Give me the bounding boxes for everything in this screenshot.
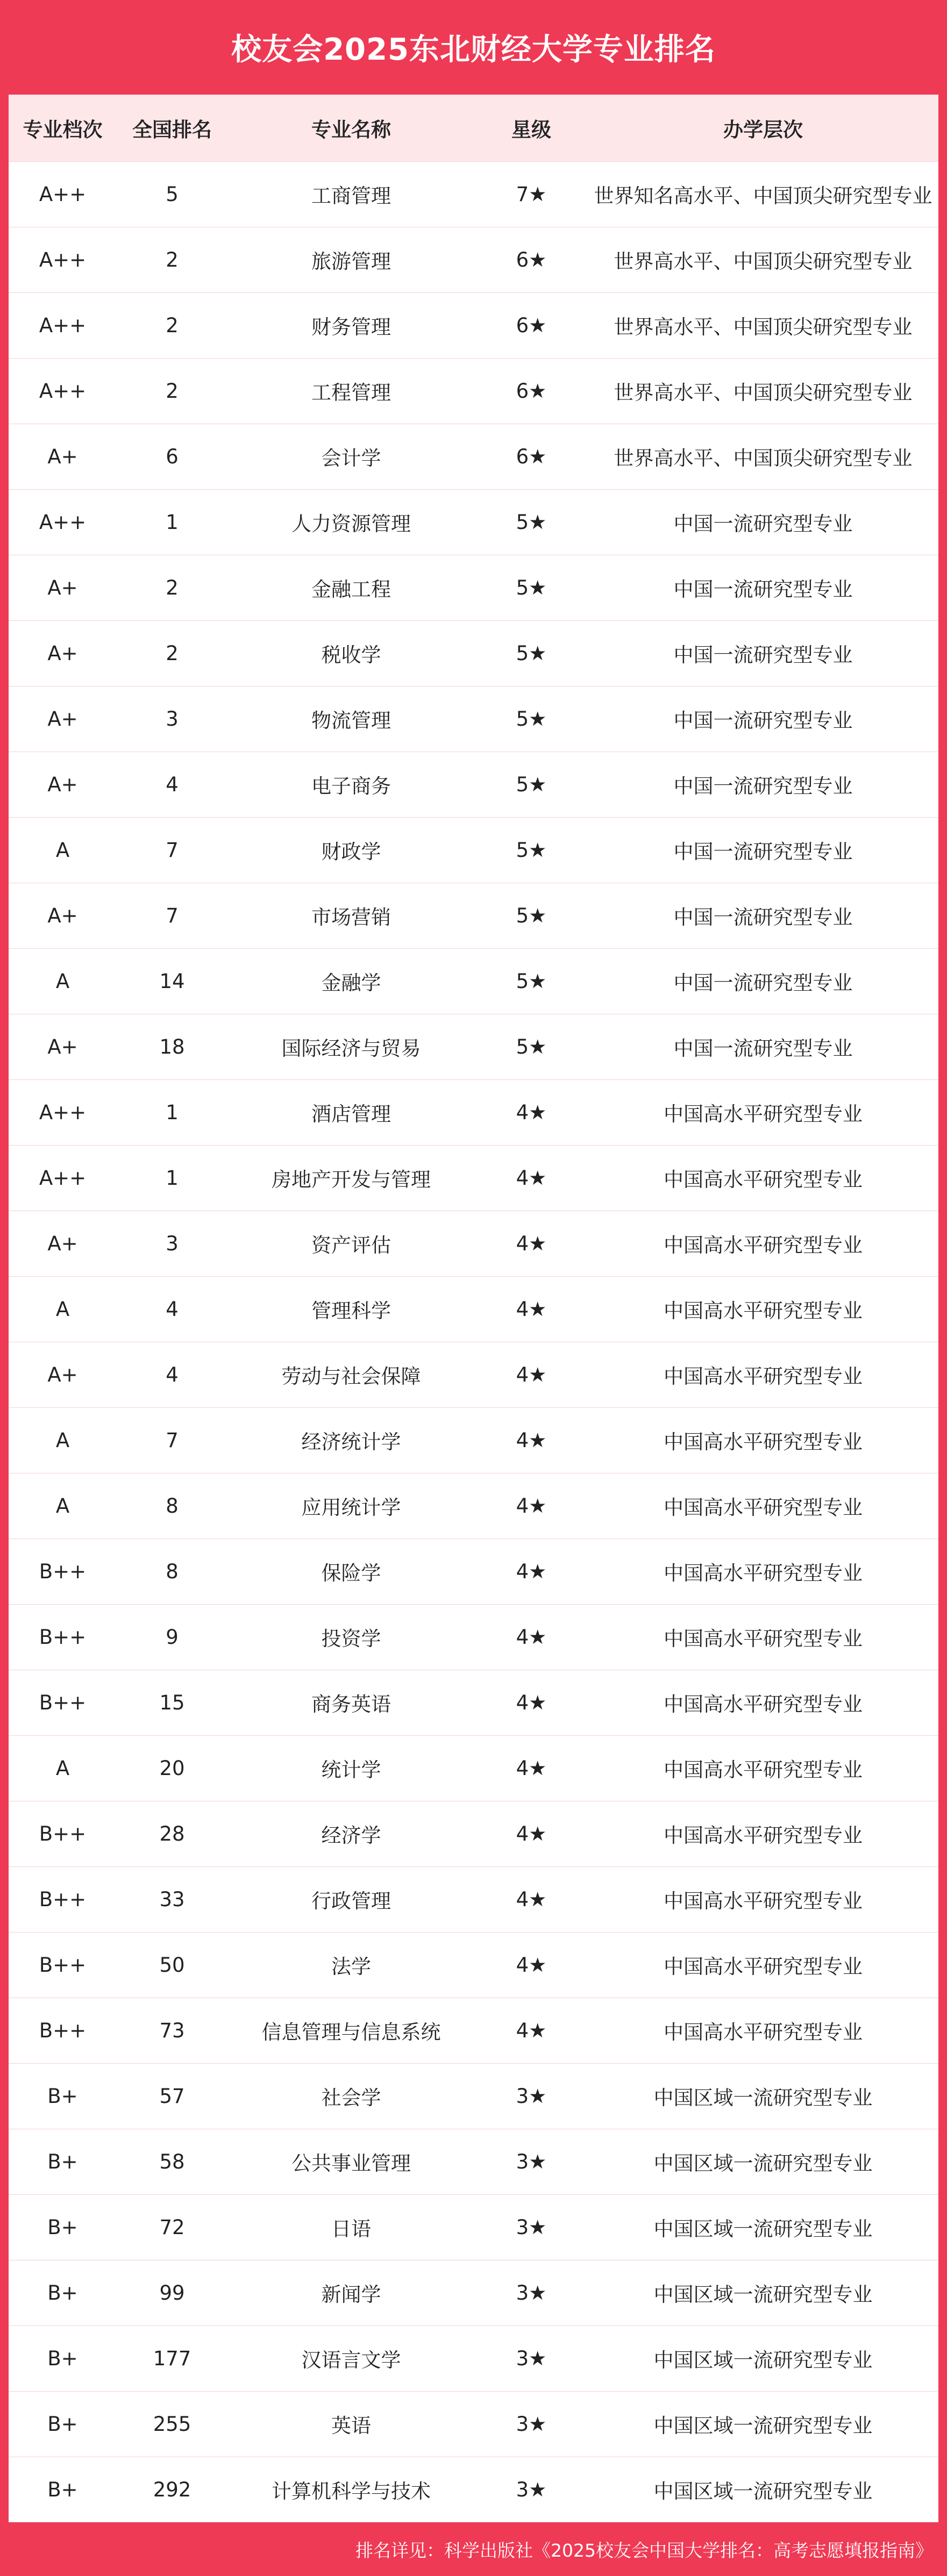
cell-tier: 世界高水平、中国顶尖研究型专业 bbox=[588, 227, 938, 292]
table-row bbox=[9, 1079, 938, 1145]
cell-tier: 中国一流研究型专业 bbox=[588, 489, 938, 555]
table-row bbox=[9, 358, 938, 424]
cell-tier: 世界知名高水平、中国顶尖研究型专业 bbox=[588, 161, 938, 227]
cell-national-rank: 4 bbox=[117, 1276, 227, 1342]
cell-grade: A++ bbox=[9, 1079, 117, 1145]
cell-star-level: 4★ bbox=[475, 1998, 588, 2063]
cell-grade: A+ bbox=[9, 555, 117, 620]
cell-grade: A+ bbox=[9, 424, 117, 489]
cell-national-rank: 8 bbox=[117, 1473, 227, 1539]
table-header-row bbox=[9, 95, 938, 161]
cell-tier: 中国高水平研究型专业 bbox=[588, 1801, 938, 1866]
cell-national-rank: 1 bbox=[117, 1145, 227, 1211]
cell-national-rank: 5 bbox=[117, 161, 227, 227]
cell-star-level: 4★ bbox=[475, 1801, 588, 1866]
cell-major-name: 酒店管理 bbox=[227, 1079, 475, 1145]
cell-grade: B+ bbox=[9, 2325, 117, 2391]
cell-tier: 中国高水平研究型专业 bbox=[588, 1866, 938, 1932]
cell-grade: B++ bbox=[9, 1670, 117, 1735]
cell-grade: B+ bbox=[9, 2194, 117, 2260]
cell-national-rank: 292 bbox=[117, 2457, 227, 2522]
cell-national-rank: 57 bbox=[117, 2063, 227, 2129]
cell-national-rank: 18 bbox=[117, 1014, 227, 1079]
header-grade: 专业档次 bbox=[23, 118, 103, 141]
cell-tier: 中国高水平研究型专业 bbox=[588, 1604, 938, 1670]
cell-star-level: 4★ bbox=[475, 1342, 588, 1407]
cell-grade: A bbox=[9, 1735, 117, 1801]
table-row bbox=[9, 1276, 938, 1342]
cell-tier: 中国高水平研究型专业 bbox=[588, 1998, 938, 2063]
cell-tier: 中国高水平研究型专业 bbox=[588, 1539, 938, 1604]
cell-grade: B++ bbox=[9, 1801, 117, 1866]
table-row bbox=[9, 752, 938, 817]
table-row bbox=[9, 883, 938, 948]
cell-major-name: 统计学 bbox=[227, 1735, 475, 1801]
cell-major-name: 人力资源管理 bbox=[227, 489, 475, 555]
cell-national-rank: 28 bbox=[117, 1801, 227, 1866]
cell-tier: 世界高水平、中国顶尖研究型专业 bbox=[588, 424, 938, 489]
cell-national-rank: 2 bbox=[117, 358, 227, 424]
cell-star-level: 6★ bbox=[475, 292, 588, 358]
table-row bbox=[9, 1735, 938, 1801]
cell-national-rank: 20 bbox=[117, 1735, 227, 1801]
cell-grade: A+ bbox=[9, 686, 117, 752]
cell-tier: 中国区域一流研究型专业 bbox=[588, 2063, 938, 2129]
cell-major-name: 保险学 bbox=[227, 1539, 475, 1604]
cell-national-rank: 9 bbox=[117, 1604, 227, 1670]
cell-star-level: 4★ bbox=[475, 1866, 588, 1932]
header-star-level: 星级 bbox=[511, 118, 551, 141]
cell-tier: 中国区域一流研究型专业 bbox=[588, 2457, 938, 2522]
cell-national-rank: 50 bbox=[117, 1932, 227, 1998]
cell-grade: B+ bbox=[9, 2063, 117, 2129]
cell-tier: 中国高水平研究型专业 bbox=[588, 1211, 938, 1276]
table-row bbox=[9, 227, 938, 292]
cell-national-rank: 1 bbox=[117, 489, 227, 555]
cell-grade: A+ bbox=[9, 883, 117, 948]
cell-major-name: 计算机科学与技术 bbox=[227, 2457, 475, 2522]
cell-national-rank: 58 bbox=[117, 2129, 227, 2194]
cell-major-name: 经济统计学 bbox=[227, 1407, 475, 1473]
cell-major-name: 市场营销 bbox=[227, 883, 475, 948]
cell-major-name: 商务英语 bbox=[227, 1670, 475, 1735]
cell-tier: 中国一流研究型专业 bbox=[588, 555, 938, 620]
cell-national-rank: 7 bbox=[117, 1407, 227, 1473]
cell-star-level: 5★ bbox=[475, 883, 588, 948]
cell-tier: 中国高水平研究型专业 bbox=[588, 1407, 938, 1473]
table-row bbox=[9, 1866, 938, 1932]
cell-grade: A bbox=[9, 1407, 117, 1473]
table-row bbox=[9, 686, 938, 752]
cell-grade: A++ bbox=[9, 227, 117, 292]
table-row bbox=[9, 2194, 938, 2260]
table-row bbox=[9, 2260, 938, 2325]
cell-star-level: 3★ bbox=[475, 2129, 588, 2194]
table-row bbox=[9, 1604, 938, 1670]
table-row bbox=[9, 620, 938, 686]
cell-tier: 中国区域一流研究型专业 bbox=[588, 2260, 938, 2325]
cell-grade: A+ bbox=[9, 1211, 117, 1276]
cell-tier: 中国一流研究型专业 bbox=[588, 620, 938, 686]
cell-star-level: 5★ bbox=[475, 686, 588, 752]
cell-grade: B+ bbox=[9, 2129, 117, 2194]
cell-tier: 中国一流研究型专业 bbox=[588, 883, 938, 948]
cell-national-rank: 1 bbox=[117, 1079, 227, 1145]
cell-major-name: 经济学 bbox=[227, 1801, 475, 1866]
table-row bbox=[9, 1407, 938, 1473]
cell-grade: A bbox=[9, 1276, 117, 1342]
table-row bbox=[9, 1539, 938, 1604]
cell-grade: B+ bbox=[9, 2457, 117, 2522]
cell-tier: 中国高水平研究型专业 bbox=[588, 1342, 938, 1407]
cell-star-level: 7★ bbox=[475, 161, 588, 227]
cell-major-name: 应用统计学 bbox=[227, 1473, 475, 1539]
header-tier: 办学层次 bbox=[723, 118, 803, 141]
table-row bbox=[9, 1342, 938, 1407]
cell-star-level: 4★ bbox=[475, 1604, 588, 1670]
cell-national-rank: 2 bbox=[117, 227, 227, 292]
cell-star-level: 3★ bbox=[475, 2325, 588, 2391]
cell-grade: A++ bbox=[9, 292, 117, 358]
cell-national-rank: 33 bbox=[117, 1866, 227, 1932]
cell-grade: A++ bbox=[9, 489, 117, 555]
cell-star-level: 3★ bbox=[475, 2194, 588, 2260]
cell-tier: 中国高水平研究型专业 bbox=[588, 1735, 938, 1801]
cell-tier: 中国高水平研究型专业 bbox=[588, 1276, 938, 1342]
cell-star-level: 3★ bbox=[475, 2457, 588, 2522]
cell-tier: 中国高水平研究型专业 bbox=[588, 1145, 938, 1211]
table-row bbox=[9, 1998, 938, 2063]
cell-tier: 世界高水平、中国顶尖研究型专业 bbox=[588, 292, 938, 358]
cell-tier: 中国高水平研究型专业 bbox=[588, 1473, 938, 1539]
cell-grade: A+ bbox=[9, 620, 117, 686]
cell-star-level: 4★ bbox=[475, 1473, 588, 1539]
table-row bbox=[9, 555, 938, 620]
cell-grade: A++ bbox=[9, 161, 117, 227]
cell-star-level: 5★ bbox=[475, 555, 588, 620]
table-row bbox=[9, 1932, 938, 1998]
cell-national-rank: 99 bbox=[117, 2260, 227, 2325]
cell-star-level: 4★ bbox=[475, 1276, 588, 1342]
cell-star-level: 4★ bbox=[475, 1735, 588, 1801]
cell-star-level: 4★ bbox=[475, 1539, 588, 1604]
table-row bbox=[9, 1145, 938, 1211]
cell-national-rank: 2 bbox=[117, 292, 227, 358]
table-row bbox=[9, 2457, 938, 2522]
cell-major-name: 国际经济与贸易 bbox=[227, 1014, 475, 1079]
cell-major-name: 房地产开发与管理 bbox=[227, 1145, 475, 1211]
cell-national-rank: 6 bbox=[117, 424, 227, 489]
table-row bbox=[9, 1801, 938, 1866]
table-row bbox=[9, 1473, 938, 1539]
cell-tier: 中国一流研究型专业 bbox=[588, 686, 938, 752]
cell-major-name: 财务管理 bbox=[227, 292, 475, 358]
table-row bbox=[9, 948, 938, 1014]
cell-tier: 中国高水平研究型专业 bbox=[588, 1670, 938, 1735]
ranking-table bbox=[9, 95, 938, 2522]
cell-grade: A bbox=[9, 1473, 117, 1539]
cell-major-name: 会计学 bbox=[227, 424, 475, 489]
cell-major-name: 信息管理与信息系统 bbox=[227, 1998, 475, 2063]
ranking-table-panel bbox=[9, 95, 938, 2522]
cell-star-level: 4★ bbox=[475, 1211, 588, 1276]
cell-tier: 世界高水平、中国顶尖研究型专业 bbox=[588, 358, 938, 424]
cell-grade: B++ bbox=[9, 1998, 117, 2063]
cell-national-rank: 73 bbox=[117, 1998, 227, 2063]
cell-star-level: 5★ bbox=[475, 1014, 588, 1079]
cell-star-level: 5★ bbox=[475, 620, 588, 686]
cell-star-level: 3★ bbox=[475, 2260, 588, 2325]
cell-tier: 中国高水平研究型专业 bbox=[588, 1932, 938, 1998]
cell-tier: 中国区域一流研究型专业 bbox=[588, 2391, 938, 2457]
cell-national-rank: 72 bbox=[117, 2194, 227, 2260]
cell-major-name: 金融学 bbox=[227, 948, 475, 1014]
cell-star-level: 3★ bbox=[475, 2063, 588, 2129]
cell-national-rank: 8 bbox=[117, 1539, 227, 1604]
cell-grade: B++ bbox=[9, 1539, 117, 1604]
cell-national-rank: 255 bbox=[117, 2391, 227, 2457]
table-row bbox=[9, 1211, 938, 1276]
cell-tier: 中国区域一流研究型专业 bbox=[588, 2129, 938, 2194]
cell-star-level: 5★ bbox=[475, 817, 588, 883]
cell-national-rank: 3 bbox=[117, 686, 227, 752]
cell-grade: A+ bbox=[9, 1342, 117, 1407]
cell-major-name: 劳动与社会保障 bbox=[227, 1342, 475, 1407]
cell-major-name: 税收学 bbox=[227, 620, 475, 686]
cell-major-name: 社会学 bbox=[227, 2063, 475, 2129]
cell-star-level: 4★ bbox=[475, 1407, 588, 1473]
cell-major-name: 日语 bbox=[227, 2194, 475, 2260]
table-row bbox=[9, 161, 938, 227]
cell-national-rank: 3 bbox=[117, 1211, 227, 1276]
cell-grade: A bbox=[9, 817, 117, 883]
cell-national-rank: 2 bbox=[117, 620, 227, 686]
cell-major-name: 工程管理 bbox=[227, 358, 475, 424]
source-note: 排名详见：科学出版社《2025校友会中国大学排名：高考志愿填报指南》 bbox=[355, 2539, 933, 2561]
cell-national-rank: 4 bbox=[117, 1342, 227, 1407]
cell-national-rank: 7 bbox=[117, 817, 227, 883]
cell-star-level: 4★ bbox=[475, 1932, 588, 1998]
cell-grade: B++ bbox=[9, 1932, 117, 1998]
cell-tier: 中国一流研究型专业 bbox=[588, 1014, 938, 1079]
cell-star-level: 6★ bbox=[475, 227, 588, 292]
cell-star-level: 6★ bbox=[475, 358, 588, 424]
cell-grade: A++ bbox=[9, 358, 117, 424]
cell-grade: B+ bbox=[9, 2391, 117, 2457]
cell-tier: 中国一流研究型专业 bbox=[588, 752, 938, 817]
table-body bbox=[9, 161, 938, 2522]
cell-national-rank: 7 bbox=[117, 883, 227, 948]
cell-grade: A+ bbox=[9, 1014, 117, 1079]
cell-national-rank: 2 bbox=[117, 555, 227, 620]
cell-national-rank: 177 bbox=[117, 2325, 227, 2391]
cell-star-level: 4★ bbox=[475, 1079, 588, 1145]
cell-grade: A+ bbox=[9, 752, 117, 817]
cell-major-name: 公共事业管理 bbox=[227, 2129, 475, 2194]
cell-star-level: 4★ bbox=[475, 1670, 588, 1735]
cell-star-level: 5★ bbox=[475, 752, 588, 817]
cell-tier: 中国一流研究型专业 bbox=[588, 948, 938, 1014]
cell-star-level: 5★ bbox=[475, 948, 588, 1014]
cell-major-name: 英语 bbox=[227, 2391, 475, 2457]
header-national-rank: 全国排名 bbox=[132, 118, 212, 141]
cell-tier: 中国区域一流研究型专业 bbox=[588, 2194, 938, 2260]
cell-star-level: 3★ bbox=[475, 2391, 588, 2457]
page-title: 校友会2025东北财经大学专业排名 bbox=[231, 32, 716, 67]
cell-star-level: 4★ bbox=[475, 1145, 588, 1211]
cell-grade: B++ bbox=[9, 1866, 117, 1932]
cell-grade: A++ bbox=[9, 1145, 117, 1211]
table-row bbox=[9, 1670, 938, 1735]
cell-star-level: 6★ bbox=[475, 424, 588, 489]
cell-national-rank: 14 bbox=[117, 948, 227, 1014]
cell-major-name: 新闻学 bbox=[227, 2260, 475, 2325]
cell-major-name: 电子商务 bbox=[227, 752, 475, 817]
cell-major-name: 财政学 bbox=[227, 817, 475, 883]
cell-star-level: 5★ bbox=[475, 489, 588, 555]
cell-major-name: 汉语言文学 bbox=[227, 2325, 475, 2391]
table-row bbox=[9, 817, 938, 883]
cell-major-name: 物流管理 bbox=[227, 686, 475, 752]
cell-tier: 中国高水平研究型专业 bbox=[588, 1079, 938, 1145]
table-row bbox=[9, 2391, 938, 2457]
cell-tier: 中国区域一流研究型专业 bbox=[588, 2325, 938, 2391]
cell-tier: 中国一流研究型专业 bbox=[588, 817, 938, 883]
cell-national-rank: 4 bbox=[117, 752, 227, 817]
table-row bbox=[9, 292, 938, 358]
cell-major-name: 旅游管理 bbox=[227, 227, 475, 292]
cell-grade: B+ bbox=[9, 2260, 117, 2325]
cell-grade: B++ bbox=[9, 1604, 117, 1670]
table-row bbox=[9, 424, 938, 489]
cell-major-name: 金融工程 bbox=[227, 555, 475, 620]
table-row bbox=[9, 1014, 938, 1079]
table-row bbox=[9, 2063, 938, 2129]
cell-major-name: 行政管理 bbox=[227, 1866, 475, 1932]
cell-major-name: 工商管理 bbox=[227, 161, 475, 227]
header-major-name: 专业名称 bbox=[311, 118, 391, 141]
table-row bbox=[9, 2325, 938, 2391]
cell-major-name: 法学 bbox=[227, 1932, 475, 1998]
table-row bbox=[9, 489, 938, 555]
cell-major-name: 管理科学 bbox=[227, 1276, 475, 1342]
table-row bbox=[9, 2129, 938, 2194]
cell-major-name: 资产评估 bbox=[227, 1211, 475, 1276]
cell-grade: A bbox=[9, 948, 117, 1014]
cell-major-name: 投资学 bbox=[227, 1604, 475, 1670]
cell-national-rank: 15 bbox=[117, 1670, 227, 1735]
